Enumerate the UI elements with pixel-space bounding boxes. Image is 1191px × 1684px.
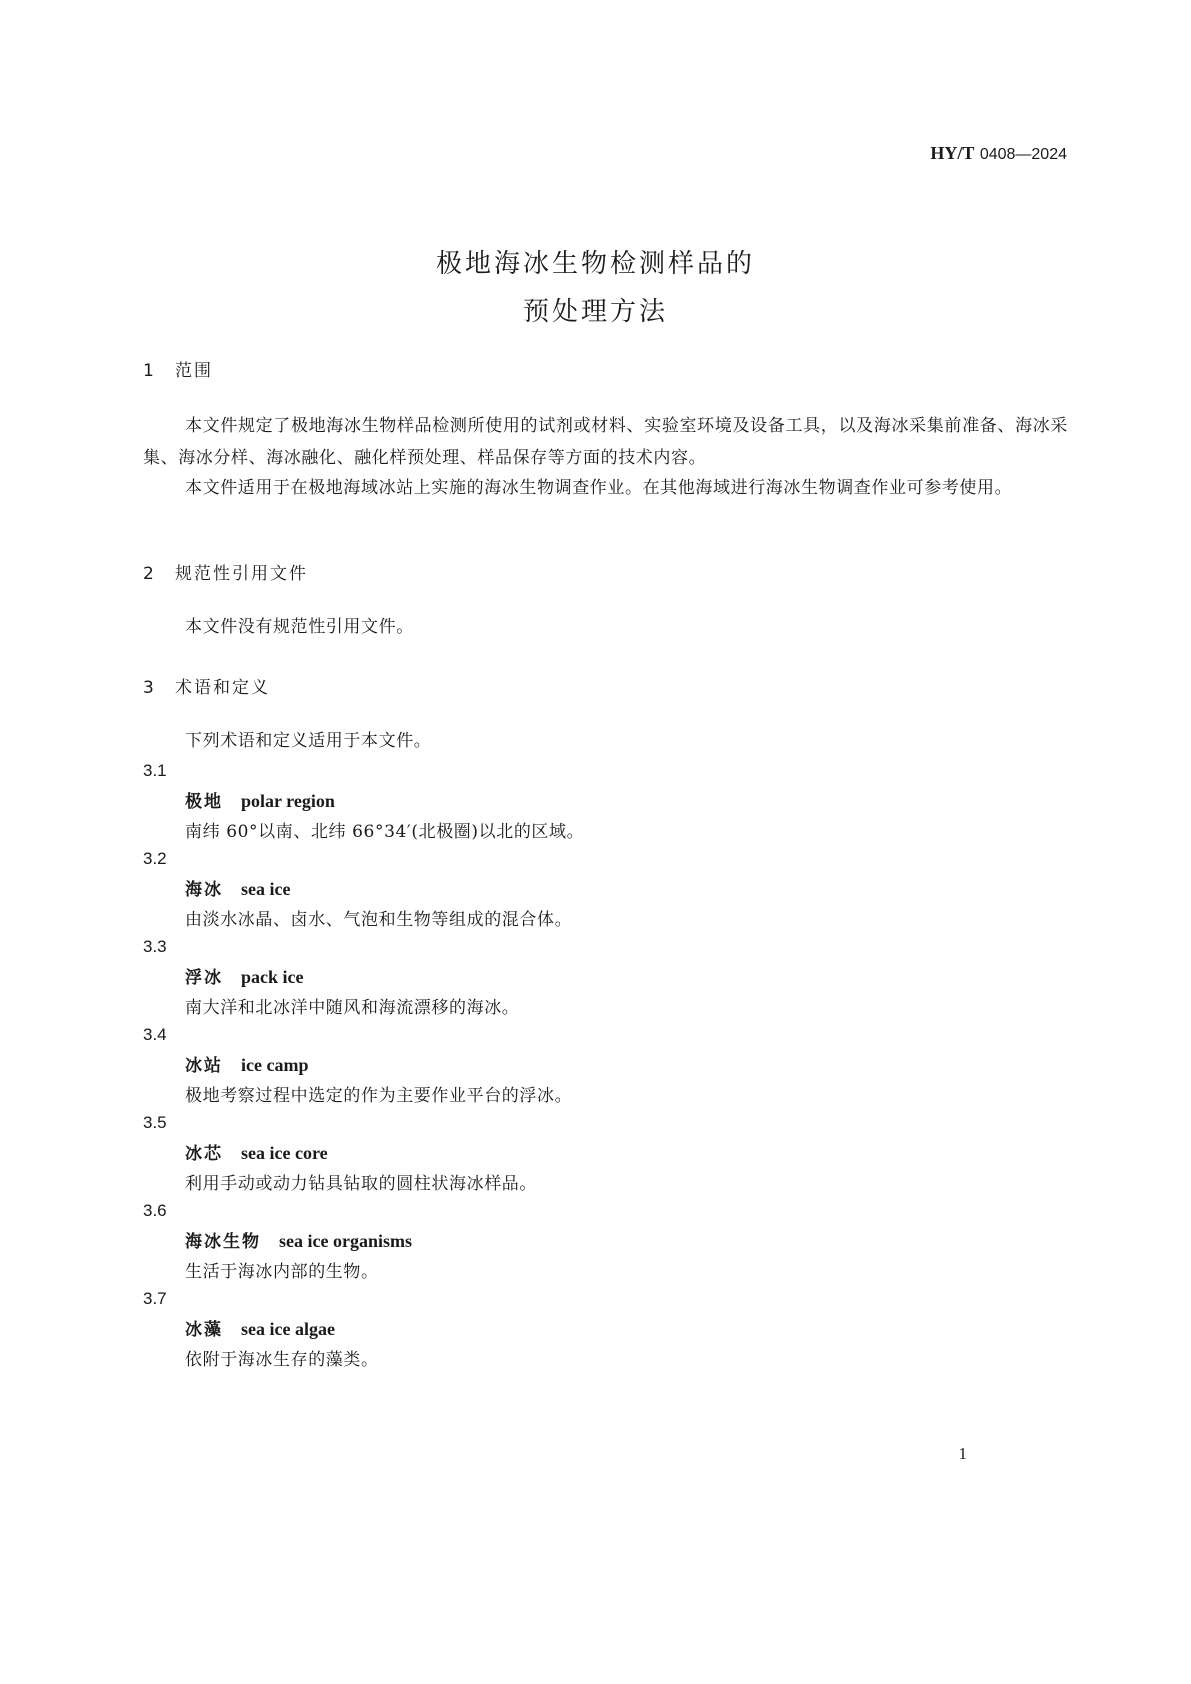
section-3-number: 3 (143, 678, 154, 698)
term-definition: 依附于海冰生存的藻类。 (185, 1350, 379, 1370)
term-name (143, 790, 1068, 813)
section-1-paragraph-2: 本文件适用于在极地海域冰站上实施的海冰生物调查作业。在其他海域进行海冰生物调查作业可参考使用。 (185, 478, 1013, 498)
term-entry (143, 936, 1068, 1019)
term-definition: 极地考察过程中选定的作为主要作业平台的浮冰。 (185, 1086, 573, 1106)
document-title (0, 240, 1191, 336)
term-name-en: ice camp (241, 1055, 309, 1075)
term-name (143, 878, 1068, 901)
term-number: 3.2 (143, 849, 167, 868)
term-name-en: polar region (241, 791, 335, 811)
term-number: 3.1 (143, 761, 167, 780)
term-number: 3.7 (143, 1289, 167, 1308)
term-name-en: sea ice algae (241, 1319, 335, 1339)
term-name-zh: 极地 (185, 792, 223, 812)
term-name (143, 1054, 1068, 1077)
section-3-paragraph-1: 下列术语和定义适用于本文件。 (185, 731, 432, 751)
document-title-line-2: 预处理方法 (522, 297, 668, 327)
term-name-zh: 浮冰 (185, 968, 223, 988)
term-name (143, 1230, 1068, 1253)
section-3-title: 术语和定义 (175, 678, 270, 698)
term-name-en: sea ice organisms (279, 1231, 412, 1251)
term-definition: 南纬 60°以南、北纬 66°34′(北极圈)以北的区域。 (185, 822, 585, 842)
section-2-heading (143, 563, 1068, 585)
term-number: 3.6 (143, 1201, 167, 1220)
section-3-heading (143, 677, 1068, 699)
document-title-line-1: 极地海冰生物检测样品的 (435, 249, 755, 279)
term-name-en: sea ice core (241, 1143, 328, 1163)
term-entry (143, 1288, 1068, 1371)
term-entry (143, 1024, 1068, 1107)
term-number: 3.4 (143, 1025, 167, 1044)
standard-code-number: 0408—2024 (979, 146, 1067, 163)
section-2-number: 2 (143, 564, 154, 584)
standard-code (930, 142, 1067, 166)
term-entry (143, 1200, 1068, 1283)
term-definition: 生活于海冰内部的生物。 (185, 1262, 379, 1282)
term-definition: 由淡水冰晶、卤水、气泡和生物等组成的混合体。 (185, 910, 573, 930)
term-number: 3.3 (143, 937, 167, 956)
term-name-en: pack ice (241, 967, 304, 987)
standard-code-prefix: HY/T (930, 143, 975, 163)
term-number: 3.5 (143, 1113, 167, 1132)
term-entry (143, 760, 1068, 843)
section-1-paragraph-1: 本文件规定了极地海冰生物样品检测所使用的试剂或材料、实验室环境及设备工具，以及海冰采集前准备、海冰采集、海冰分样、海冰融化、融化样预处理、样品保存等方面的技术内容。 (143, 416, 1068, 468)
term-name-zh: 海冰 (185, 880, 223, 900)
section-1-heading (143, 360, 1068, 382)
term-name (143, 966, 1068, 989)
term-name-zh: 冰站 (185, 1056, 223, 1076)
term-name-zh: 冰芯 (185, 1144, 223, 1164)
term-entry (143, 1112, 1068, 1195)
section-2-paragraph-1: 本文件没有规范性引用文件。 (185, 617, 414, 637)
page-number: 1 (958, 1444, 967, 1463)
term-name-en: sea ice (241, 879, 291, 899)
term-entry (143, 848, 1068, 931)
section-1-number: 1 (143, 361, 154, 381)
section-2-title: 规范性引用文件 (175, 564, 308, 584)
term-definition: 利用手动或动力钻具钻取的圆柱状海冰样品。 (185, 1174, 537, 1194)
term-definition: 南大洋和北冰洋中随风和海流漂移的海冰。 (185, 998, 520, 1018)
term-name-zh: 海冰生物 (185, 1232, 261, 1252)
term-name-zh: 冰藻 (185, 1320, 223, 1340)
term-name (143, 1142, 1068, 1165)
section-1-title: 范围 (175, 361, 213, 381)
term-name (143, 1318, 1068, 1341)
